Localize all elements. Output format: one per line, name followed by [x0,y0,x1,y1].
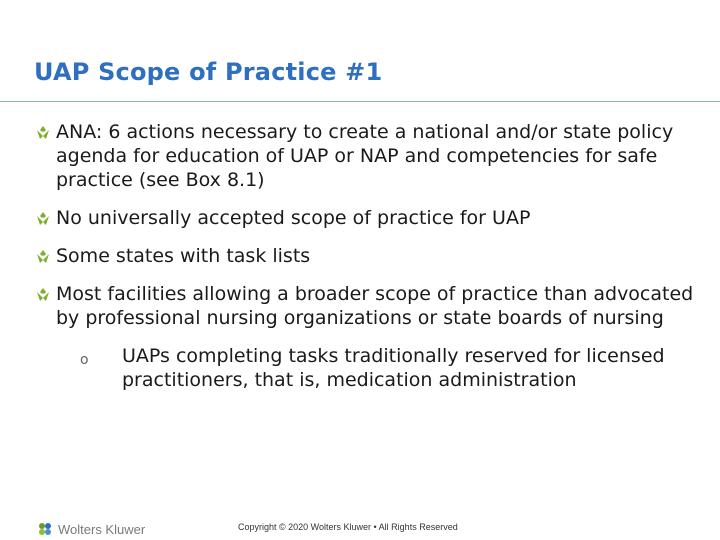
bullet-item [34,120,704,192]
footer-logo [36,519,145,539]
bullet-item [34,282,704,392]
logo-text: Wolters Kluwer [58,521,146,537]
bullet-text: Most facilities allowing a broader scope of practice than advocated by professional nursing organizations or state boards of nursing [56,283,694,329]
bullet-list [34,120,704,406]
bullet-text: No universally accepted scope of practice for UAP [56,207,531,229]
wolters-kluwer-logo-icon [36,520,54,538]
bullet-text: ANA: 6 actions necessary to create a national and/or state policy agenda for education of UAP or NAP and competencies for safe practice (see Box 8.1) [56,121,674,191]
sub-bullet-item [80,344,704,392]
diamond-bullet-icon [34,124,52,142]
sub-bullet-text: UAPs completing tasks traditionally reserved for licensed practitioners, that is, medication administration [122,345,665,391]
circle-bullet-icon: o [80,352,89,368]
bullet-item [34,206,704,230]
bullet-item [34,244,704,268]
copyright-text: Copyright © 2020 Wolters Kluwer • All Rights Reserved [238,522,458,532]
diamond-bullet-icon [34,248,52,266]
slide-title: UAP Scope of Practice #1 [34,58,383,86]
bullet-text: Some states with task lists [56,245,311,267]
title-divider [0,101,720,102]
diamond-bullet-icon [34,286,52,304]
diamond-bullet-icon [34,210,52,228]
